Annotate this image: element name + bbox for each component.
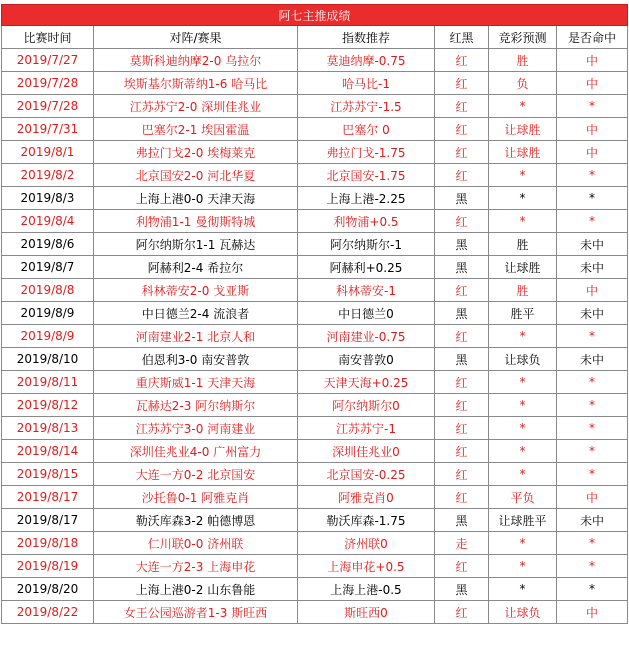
cell-hit: * [557, 371, 628, 394]
cell-pick: 科林蒂安-1 [298, 279, 435, 302]
cell-result: 红 [435, 210, 489, 233]
cell-prediction: * [489, 187, 557, 210]
cell-date: 2019/8/6 [2, 233, 94, 256]
cell-match: 女王公园巡游者1-3 斯旺西 [94, 601, 298, 624]
cell-hit: * [557, 187, 628, 210]
cell-pick: 斯旺西0 [298, 601, 435, 624]
table-row [2, 187, 628, 210]
cell-result: 黑 [435, 509, 489, 532]
cell-prediction: * [489, 463, 557, 486]
table-row [2, 118, 628, 141]
cell-result: 红 [435, 95, 489, 118]
cell-match: 江苏苏宁2-0 深圳佳兆业 [94, 95, 298, 118]
cell-pick: 北京国安-0.25 [298, 463, 435, 486]
cell-result: 红 [435, 394, 489, 417]
cell-result: 红 [435, 371, 489, 394]
cell-result: 黑 [435, 187, 489, 210]
cell-prediction: * [489, 95, 557, 118]
cell-date: 2019/8/12 [2, 394, 94, 417]
cell-pick: 江苏苏宁-1.5 [298, 95, 435, 118]
cell-date: 2019/7/31 [2, 118, 94, 141]
cell-pick: 利物浦+0.5 [298, 210, 435, 233]
cell-match: 中日德兰2-4 流浪者 [94, 302, 298, 325]
cell-result: 红 [435, 486, 489, 509]
table-row [2, 325, 628, 348]
cell-pick: 济州联0 [298, 532, 435, 555]
cell-match: 北京国安2-0 河北华夏 [94, 164, 298, 187]
cell-hit: * [557, 555, 628, 578]
cell-pick: 阿赫利+0.25 [298, 256, 435, 279]
cell-date: 2019/7/27 [2, 49, 94, 72]
cell-match: 伯恩利3-0 南安普敦 [94, 348, 298, 371]
header-hit: 是否命中 [557, 26, 628, 49]
results-sheet [1, 4, 627, 624]
cell-pick: 阿尔纳斯尔-1 [298, 233, 435, 256]
cell-result: 红 [435, 417, 489, 440]
cell-prediction: 让球胜 [489, 141, 557, 164]
cell-pick: 上海申花+0.5 [298, 555, 435, 578]
cell-date: 2019/8/17 [2, 486, 94, 509]
cell-date: 2019/8/17 [2, 509, 94, 532]
cell-result: 红 [435, 601, 489, 624]
cell-hit: 未中 [557, 256, 628, 279]
cell-pick: 南安普敦0 [298, 348, 435, 371]
results-table [1, 4, 628, 624]
cell-date: 2019/8/8 [2, 279, 94, 302]
cell-hit: * [557, 394, 628, 417]
cell-hit: 中 [557, 601, 628, 624]
header-prediction: 竞彩预测 [489, 26, 557, 49]
cell-prediction: * [489, 440, 557, 463]
cell-pick: 弗拉门戈-1.75 [298, 141, 435, 164]
cell-hit: * [557, 210, 628, 233]
cell-result: 红 [435, 164, 489, 187]
cell-pick: 阿尔纳斯尔0 [298, 394, 435, 417]
cell-prediction: 胜 [489, 233, 557, 256]
cell-date: 2019/8/2 [2, 164, 94, 187]
cell-result: 黑 [435, 256, 489, 279]
cell-hit: * [557, 532, 628, 555]
cell-pick: 江苏苏宁-1 [298, 417, 435, 440]
cell-hit: 中 [557, 49, 628, 72]
cell-date: 2019/7/28 [2, 95, 94, 118]
cell-hit: * [557, 440, 628, 463]
cell-pick: 莫迪纳摩-0.75 [298, 49, 435, 72]
cell-pick: 巴塞尔 0 [298, 118, 435, 141]
cell-match: 利物浦1-1 曼彻斯特城 [94, 210, 298, 233]
cell-match: 瓦赫达2-3 阿尔纳斯尔 [94, 394, 298, 417]
table-row [2, 141, 628, 164]
cell-result: 红 [435, 72, 489, 95]
cell-prediction: * [489, 417, 557, 440]
cell-match: 江苏苏宁3-0 河南建业 [94, 417, 298, 440]
cell-prediction: * [489, 555, 557, 578]
cell-hit: * [557, 325, 628, 348]
cell-pick: 河南建业-0.75 [298, 325, 435, 348]
cell-pick: 阿雅克肖0 [298, 486, 435, 509]
table-row [2, 210, 628, 233]
cell-result: 黑 [435, 233, 489, 256]
cell-hit: 未中 [557, 233, 628, 256]
title-row [2, 5, 628, 26]
table-row [2, 578, 628, 601]
cell-prediction: 胜 [489, 279, 557, 302]
cell-match: 深圳佳兆业4-0 广州富力 [94, 440, 298, 463]
table-row [2, 601, 628, 624]
cell-match: 阿尔纳斯尔1-1 瓦赫达 [94, 233, 298, 256]
cell-date: 2019/8/22 [2, 601, 94, 624]
cell-date: 2019/8/1 [2, 141, 94, 164]
cell-date: 2019/8/3 [2, 187, 94, 210]
cell-hit: * [557, 95, 628, 118]
cell-hit: * [557, 417, 628, 440]
table-row [2, 256, 628, 279]
cell-prediction: 让球负 [489, 348, 557, 371]
cell-match: 莫斯科迪纳摩2-0 乌拉尔 [94, 49, 298, 72]
table-row [2, 509, 628, 532]
cell-prediction: 让球负 [489, 601, 557, 624]
cell-pick: 天津天海+0.25 [298, 371, 435, 394]
cell-result: 红 [435, 440, 489, 463]
cell-hit: 未中 [557, 302, 628, 325]
cell-result: 红 [435, 141, 489, 164]
cell-date: 2019/8/9 [2, 302, 94, 325]
cell-pick: 中日德兰0 [298, 302, 435, 325]
table-row [2, 233, 628, 256]
cell-hit: 中 [557, 118, 628, 141]
cell-result: 红 [435, 555, 489, 578]
cell-result: 红 [435, 325, 489, 348]
table-row [2, 164, 628, 187]
table-row [2, 394, 628, 417]
cell-match: 大连一方2-3 上海申花 [94, 555, 298, 578]
cell-result: 红 [435, 463, 489, 486]
cell-pick: 深圳佳兆业0 [298, 440, 435, 463]
cell-date: 2019/7/28 [2, 72, 94, 95]
table-row [2, 348, 628, 371]
cell-match: 弗拉门戈2-0 埃梅莱克 [94, 141, 298, 164]
header-row [2, 26, 628, 49]
cell-result: 黑 [435, 578, 489, 601]
cell-match: 勒沃库森3-2 帕德博恩 [94, 509, 298, 532]
cell-match: 上海上港0-0 天津天海 [94, 187, 298, 210]
cell-result: 红 [435, 49, 489, 72]
cell-hit: 中 [557, 141, 628, 164]
table-row [2, 49, 628, 72]
cell-hit: * [557, 463, 628, 486]
cell-match: 埃斯基尔斯蒂纳1-6 哈马比 [94, 72, 298, 95]
cell-prediction: 让球胜平 [489, 509, 557, 532]
cell-pick: 哈马比-1 [298, 72, 435, 95]
header-match: 对阵/赛果 [94, 26, 298, 49]
cell-result: 红 [435, 118, 489, 141]
table-row [2, 486, 628, 509]
cell-match: 阿赫利2-4 希拉尔 [94, 256, 298, 279]
cell-prediction: * [489, 532, 557, 555]
cell-match: 河南建业2-1 北京人和 [94, 325, 298, 348]
cell-result: 红 [435, 279, 489, 302]
cell-prediction: 胜平 [489, 302, 557, 325]
cell-prediction: * [489, 325, 557, 348]
cell-date: 2019/8/20 [2, 578, 94, 601]
table-row [2, 95, 628, 118]
cell-pick: 上海上港-0.5 [298, 578, 435, 601]
table-row [2, 302, 628, 325]
cell-match: 大连一方0-2 北京国安 [94, 463, 298, 486]
sheet-title: 阿七主推成绩 [2, 5, 628, 26]
cell-hit: 中 [557, 486, 628, 509]
table-row [2, 463, 628, 486]
header-result: 红黑 [435, 26, 489, 49]
cell-match: 沙托鲁0-1 阿雅克肖 [94, 486, 298, 509]
cell-hit: * [557, 578, 628, 601]
table-row [2, 371, 628, 394]
cell-prediction: 让球胜 [489, 118, 557, 141]
cell-date: 2019/8/10 [2, 348, 94, 371]
cell-result: 走 [435, 532, 489, 555]
cell-match: 科林蒂安2-0 戈亚斯 [94, 279, 298, 302]
cell-match: 巴塞尔2-1 埃因霍温 [94, 118, 298, 141]
cell-prediction: * [489, 210, 557, 233]
table-row [2, 555, 628, 578]
cell-pick: 北京国安-1.75 [298, 164, 435, 187]
cell-prediction: 胜 [489, 49, 557, 72]
cell-prediction: 负 [489, 72, 557, 95]
table-row [2, 532, 628, 555]
cell-date: 2019/8/14 [2, 440, 94, 463]
cell-hit: 中 [557, 279, 628, 302]
table-row [2, 279, 628, 302]
cell-prediction: * [489, 164, 557, 187]
cell-date: 2019/8/11 [2, 371, 94, 394]
cell-prediction: 平负 [489, 486, 557, 509]
cell-hit: 未中 [557, 509, 628, 532]
cell-result: 黑 [435, 302, 489, 325]
cell-pick: 上海上港-2.25 [298, 187, 435, 210]
cell-match: 重庆斯威1-1 天津天海 [94, 371, 298, 394]
cell-prediction: * [489, 394, 557, 417]
cell-date: 2019/8/4 [2, 210, 94, 233]
cell-hit: 未中 [557, 348, 628, 371]
cell-result: 黑 [435, 348, 489, 371]
cell-hit: 中 [557, 72, 628, 95]
cell-match: 仁川联0-0 济州联 [94, 532, 298, 555]
cell-date: 2019/8/7 [2, 256, 94, 279]
cell-prediction: * [489, 578, 557, 601]
cell-date: 2019/8/13 [2, 417, 94, 440]
cell-pick: 勒沃库森-1.75 [298, 509, 435, 532]
header-date: 比赛时间 [2, 26, 94, 49]
table-row [2, 440, 628, 463]
cell-date: 2019/8/18 [2, 532, 94, 555]
header-pick: 指数推荐 [298, 26, 435, 49]
cell-prediction: 让球胜 [489, 256, 557, 279]
cell-date: 2019/8/9 [2, 325, 94, 348]
cell-hit: * [557, 164, 628, 187]
table-row [2, 72, 628, 95]
cell-date: 2019/8/19 [2, 555, 94, 578]
cell-prediction: * [489, 371, 557, 394]
cell-date: 2019/8/15 [2, 463, 94, 486]
cell-match: 上海上港0-2 山东鲁能 [94, 578, 298, 601]
table-row [2, 417, 628, 440]
